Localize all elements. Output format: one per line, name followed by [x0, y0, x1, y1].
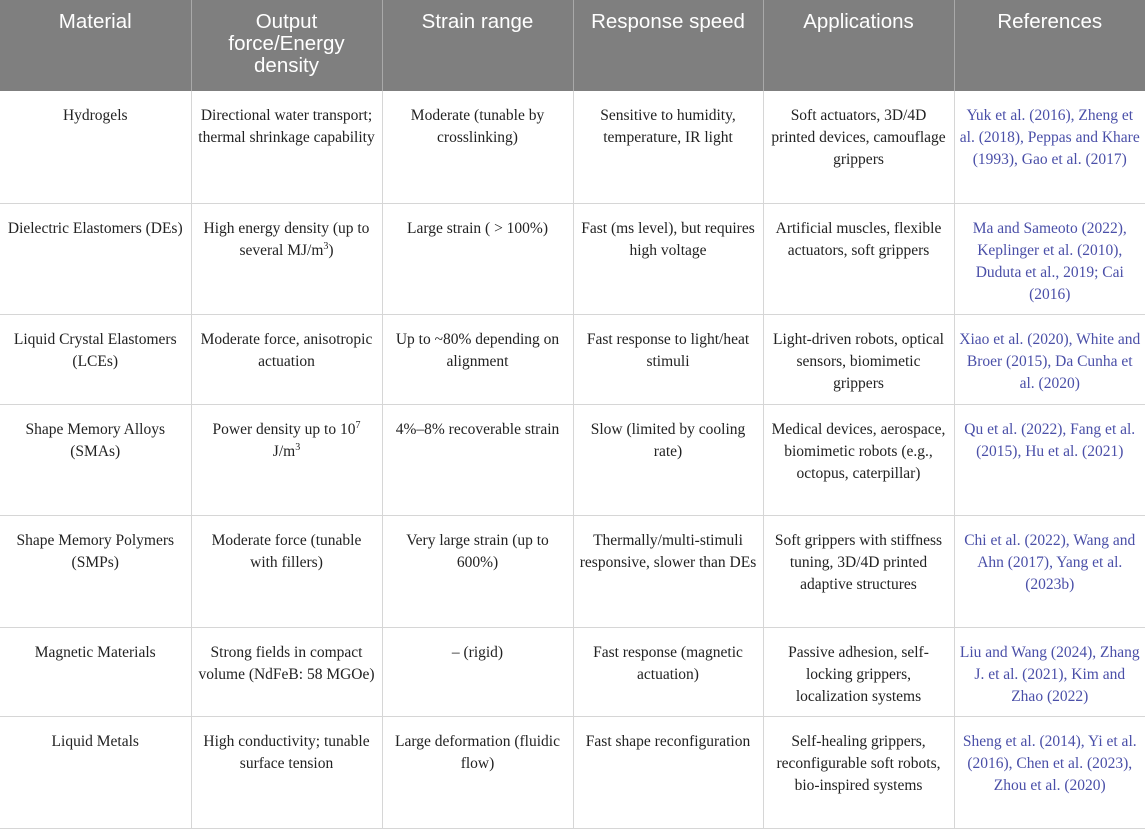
cell-material: Liquid Metals [0, 716, 191, 828]
superscript: 3 [295, 441, 301, 453]
header-output-force: Output force/Energy density [191, 0, 382, 91]
table-row [0, 91, 1145, 203]
cell-strain: Very large strain (up to 600%) [382, 515, 573, 627]
table-row [0, 515, 1145, 627]
cell-material: Hydrogels [0, 91, 191, 203]
output-text: Power density up to 10 [212, 420, 356, 438]
cell-strain: Up to ~80% depending on alignment [382, 314, 573, 404]
header-applications: Applications [763, 0, 954, 91]
cell-speed: Thermally/multi-stimuli responsive, slower than DEs [573, 515, 763, 627]
table-row [0, 716, 1145, 828]
cell-references-link[interactable]: Chi et al. (2022), Wang and Ahn (2017), Yang et al. (2023b) [954, 515, 1145, 627]
cell-strain: Large strain ( > 100%) [382, 203, 573, 314]
cell-references-link[interactable]: Yuk et al. (2016), Zheng et al. (2018), Peppas and Khare (1993), Gao et al. (2017) [954, 91, 1145, 203]
output-text-end: ) [328, 241, 334, 259]
cell-strain: Moderate (tunable by crosslinking) [382, 91, 573, 203]
cell-speed: Fast response to light/heat stimuli [573, 314, 763, 404]
cell-references-link[interactable]: Sheng et al. (2014), Yi et al. (2016), Chen et al. (2023), Zhou et al. (2020) [954, 716, 1145, 828]
cell-material: Liquid Crystal Elastomers (LCEs) [0, 314, 191, 404]
cell-output: High conductivity; tunable surface tension [191, 716, 382, 828]
cell-applications: Passive adhesion, self-locking grippers, localization systems [763, 627, 954, 716]
cell-output: Moderate force, anisotropic actuation [191, 314, 382, 404]
cell-applications: Light-driven robots, optical sensors, biomimetic grippers [763, 314, 954, 404]
cell-strain: – (rigid) [382, 627, 573, 716]
cell-speed: Fast shape reconfiguration [573, 716, 763, 828]
table-row [0, 314, 1145, 404]
cell-output: Strong fields in compact volume (NdFeB: 58 MGOe) [191, 627, 382, 716]
cell-applications: Self-healing grippers, reconfigurable soft robots, bio-inspired systems [763, 716, 954, 828]
header-response-speed: Response speed [573, 0, 763, 91]
table-row [0, 627, 1145, 716]
cell-output [191, 203, 382, 314]
cell-strain: Large deformation (fluidic flow) [382, 716, 573, 828]
cell-speed: Fast response (magnetic actuation) [573, 627, 763, 716]
header-strain-range: Strain range [382, 0, 573, 91]
header-row [0, 0, 1145, 91]
cell-speed: Slow (limited by cooling rate) [573, 404, 763, 515]
cell-material: Dielectric Elastomers (DEs) [0, 203, 191, 314]
superscript: 7 [355, 419, 361, 431]
cell-material: Magnetic Materials [0, 627, 191, 716]
cell-strain: 4%–8% recoverable strain [382, 404, 573, 515]
header-material: Material [0, 0, 191, 91]
cell-applications: Artificial muscles, flexible actuators, soft grippers [763, 203, 954, 314]
cell-applications: Medical devices, aerospace, biomimetic robots (e.g., octopus, caterpillar) [763, 404, 954, 515]
table-row [0, 203, 1145, 314]
cell-references-link[interactable]: Liu and Wang (2024), Zhang J. et al. (2021), Kim and Zhao (2022) [954, 627, 1145, 716]
cell-applications: Soft actuators, 3D/4D printed devices, camouflage grippers [763, 91, 954, 203]
header-references: References [954, 0, 1145, 91]
cell-speed: Sensitive to humidity, temperature, IR light [573, 91, 763, 203]
cell-output: Directional water transport; thermal shrinkage capability [191, 91, 382, 203]
table-row [0, 404, 1145, 515]
cell-speed: Fast (ms level), but requires high voltage [573, 203, 763, 314]
cell-references-link[interactable]: Xiao et al. (2020), White and Broer (2015), Da Cunha et al. (2020) [954, 314, 1145, 404]
cell-output [191, 404, 382, 515]
output-text: High energy density (up to several MJ/m [203, 219, 370, 259]
cell-output: Moderate force (tunable with fillers) [191, 515, 382, 627]
cell-references-link[interactable]: Qu et al. (2022), Fang et al. (2015), Hu et al. (2021) [954, 404, 1145, 515]
cell-references-link[interactable]: Ma and Sameoto (2022), Keplinger et al. (2010), Duduta et al., 2019; Cai (2016) [954, 203, 1145, 314]
cell-material: Shape Memory Polymers (SMPs) [0, 515, 191, 627]
output-text-unit: J/m [272, 442, 296, 460]
superscript: 3 [323, 240, 329, 252]
cell-material: Shape Memory Alloys (SMAs) [0, 404, 191, 515]
cell-applications: Soft grippers with stiffness tuning, 3D/4D printed adaptive structures [763, 515, 954, 627]
